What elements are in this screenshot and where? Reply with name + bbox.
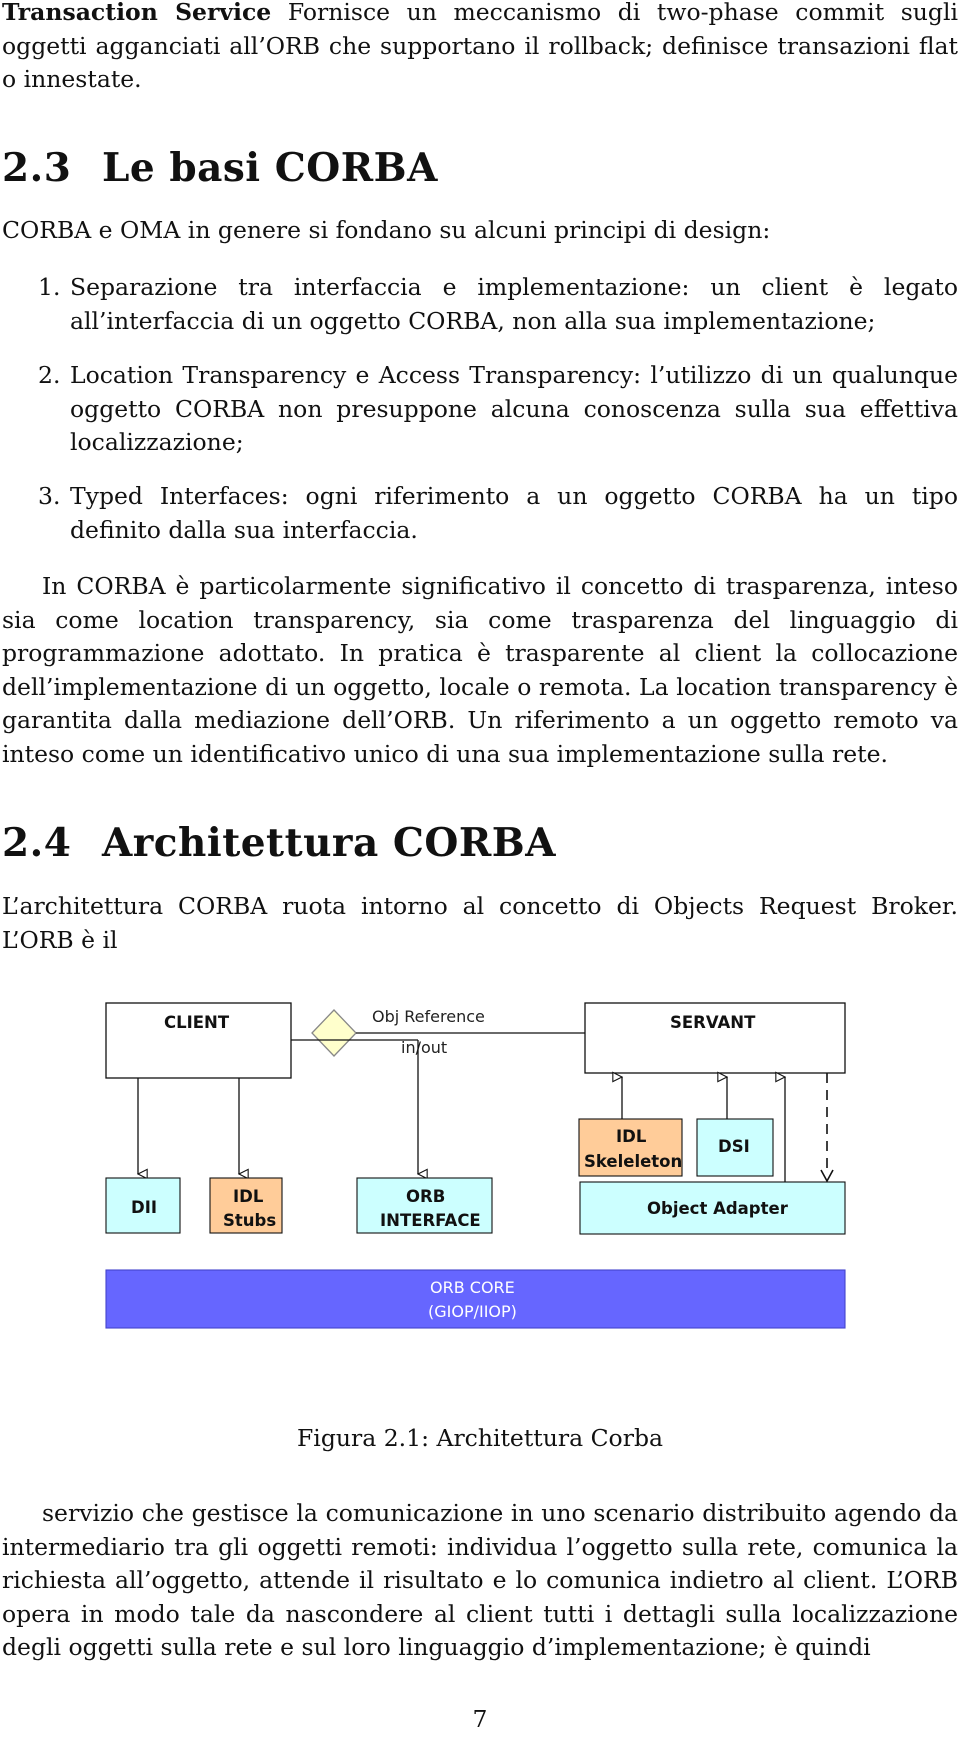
section-heading-2-3 — [2, 145, 438, 191]
architecture-lead: L’architettura CORBA ruota intorno al concetto di Objects Request Broker. L’ORB è il — [2, 892, 958, 954]
corba-architecture-diagram — [0, 970, 960, 1350]
list-item-number: 2. — [38, 361, 61, 389]
list-item-number: 3. — [38, 482, 61, 510]
list-item — [2, 359, 958, 460]
figure-caption: Figura 2.1: Architettura Corba — [297, 1424, 663, 1452]
list-item-text: Typed Interfaces: ogni riferimento a un oggetto CORBA ha un tipo definito dalla sua interfaccia. — [70, 482, 958, 544]
list-item-text: Location Transparency e Access Transparency: l’utilizzo di un qualunque oggetto CORBA non presuppone alcuna conoscenza sulla sua effettiva localizzazione; — [70, 361, 958, 456]
idl-stubs-label-2: Stubs — [223, 1211, 277, 1230]
transaction-service-term: Transaction Service — [2, 0, 272, 26]
list-item — [2, 271, 958, 338]
idl-skeleton-label-2: Skeleleton — [584, 1152, 683, 1171]
idl-stubs-label-1: IDL — [233, 1187, 264, 1206]
section-heading-2-4 — [2, 820, 556, 866]
orb-core-label-1: ORB CORE — [430, 1278, 515, 1297]
servant-label: SERVANT — [670, 1013, 756, 1032]
corba-architecture-figure — [0, 970, 960, 1350]
orb-core-label-2: (GIOP/IIOP) — [428, 1302, 517, 1321]
orb-interface-label-2: INTERFACE — [380, 1211, 481, 1230]
dashed-arrow-head — [821, 1170, 833, 1181]
section-number: 2.4 — [2, 820, 72, 866]
dsi-label: DSI — [718, 1137, 750, 1156]
list-item-text: Separazione tra interfaccia e implementazione: un client è legato all’interfaccia di un oggetto CORBA, non alla sua implementazione; — [70, 273, 958, 335]
transparency-paragraph: In CORBA è particolarmente significativo il concetto di trasparenza, inteso sia come location transparency, sia come trasparenza del linguaggio di programmazione adottato. In pratica è trasparente al client la collocazione dell’implementazione di un oggetto, locale o remota. La location transparency è garantita dalla mediazione dell’ORB. Un riferimento a un oggetto remoto va inteso come un identificativo unico di una sua implementazione sulla rete. — [2, 572, 958, 768]
reference-diamond-icon — [312, 1010, 356, 1056]
idl-skeleton-label-1: IDL — [616, 1127, 647, 1146]
in-out-label: in/out — [401, 1038, 448, 1057]
transaction-service-text: Fornisce un meccanismo di two-phase commit sugli oggetti agganciati all’ORB che supportano il rollback; definisce transazioni flat o innestate. — [2, 0, 958, 93]
list-item-number: 1. — [38, 273, 61, 301]
dii-label: DII — [131, 1198, 157, 1217]
obj-reference-label: Obj Reference — [372, 1007, 485, 1026]
section-title: Architettura CORBA — [102, 820, 556, 866]
continuation-paragraph: servizio che gestisce la comunicazione in uno scenario distribuito agendo da intermediario tra gli oggetti remoti: individua l’oggetto sulla rete, comunica la richiesta all’oggetto, attende il risultato e lo comunica indietro al client. L’ORB opera in modo tale da nascondere al client tutti i dettagli sulla localizzazione degli oggetti sulla rete e sul loro linguaggio d’implementazione; è quindi — [2, 1499, 958, 1661]
client-label: CLIENT — [164, 1013, 230, 1032]
section-title: Le basi CORBA — [102, 145, 438, 191]
section-number: 2.3 — [2, 145, 72, 191]
page-number: 7 — [472, 1705, 488, 1733]
orb-interface-label-1: ORB — [406, 1187, 446, 1206]
object-adapter-label: Object Adapter — [647, 1199, 788, 1218]
transaction-service-paragraph — [2, 0, 958, 97]
list-item — [2, 480, 958, 547]
section-lead: CORBA e OMA in genere si fondano su alcuni principi di design: — [2, 216, 771, 244]
